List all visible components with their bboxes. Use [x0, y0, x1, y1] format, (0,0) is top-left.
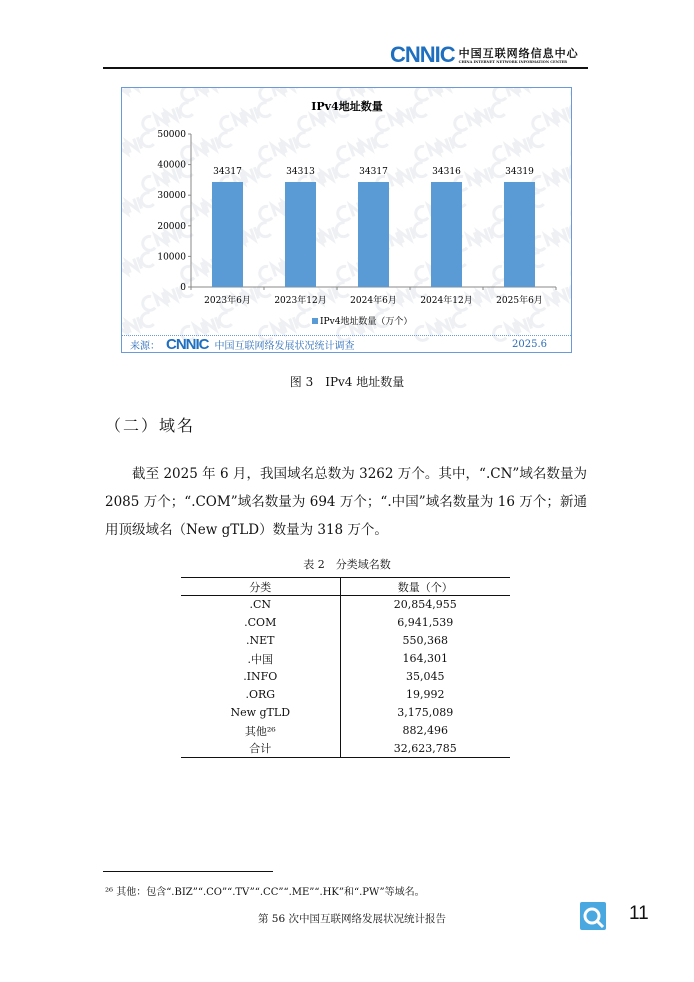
- y-tick-label: 10000: [157, 252, 186, 263]
- data-label: 34317: [213, 166, 242, 177]
- cell-count: 19,992: [406, 688, 445, 701]
- table-row: [181, 614, 510, 632]
- bar: [358, 182, 389, 287]
- header-rule: [103, 67, 588, 69]
- x-tick-label: 2025年6月: [496, 296, 543, 306]
- cell-count: 882,496: [402, 724, 448, 737]
- cell-count: 164,301: [402, 652, 448, 665]
- chart-canvas: [122, 88, 572, 335]
- section-heading: （二）域名: [105, 416, 196, 435]
- y-tick-label: 0: [180, 283, 186, 293]
- col-header: 数量（个）: [340, 578, 510, 596]
- table-row: [181, 650, 510, 668]
- cell-count: 550,368: [402, 634, 448, 647]
- figure-caption: 图 3 IPv4 地址数量: [289, 375, 405, 389]
- bar: [285, 182, 316, 287]
- table-row: [181, 632, 510, 650]
- footnote-rule: [103, 871, 273, 872]
- x-tick-label: 2023年12月: [274, 296, 327, 306]
- cell-count: 6,941,539: [397, 616, 454, 629]
- table-title: 表 2 分类域名数: [303, 558, 391, 571]
- cell-count: 35,045: [406, 670, 445, 683]
- cell-category: 合计: [181, 740, 340, 758]
- bar: [431, 182, 462, 287]
- cell-category: .ORG: [181, 686, 340, 704]
- table-row: [181, 686, 510, 704]
- bar: [504, 182, 535, 287]
- y-tick-label: 20000: [157, 221, 186, 232]
- data-label: 34313: [286, 167, 315, 178]
- cell-category: 其他²⁶: [181, 722, 340, 740]
- table-row: [181, 704, 510, 722]
- table-row: [181, 722, 510, 740]
- x-tick-label: 2024年6月: [350, 296, 397, 306]
- cell-category: .NET: [181, 632, 340, 650]
- ipv4-chart: [121, 87, 572, 353]
- chart-title: IPv4地址数量: [311, 100, 383, 113]
- cell-count: 20,854,955: [393, 598, 457, 612]
- cell-count: 3,175,089: [397, 706, 454, 719]
- x-tick-label: 2024年12月: [420, 296, 473, 306]
- table-row: [181, 668, 510, 686]
- cnnic-logo: CNNIC 中国互联网络信息中心 CHINA INTERNET NETWORK INFORMATION CENTER: [390, 42, 579, 67]
- col-header: 分类: [181, 578, 340, 596]
- data-label: 34317: [359, 166, 388, 177]
- cell-category: .INFO: [181, 668, 340, 686]
- x-tick-label: 2023年6月: [204, 296, 251, 306]
- cell-category: .中国: [181, 650, 340, 668]
- y-tick-label: 50000: [157, 130, 186, 140]
- cell-category: .CN: [181, 596, 340, 614]
- footnote: ²⁶ 其他：包含“.BIZ”“.CO”“.TV”“.CC”“.ME”“.HK”和“.PW”等域名。: [105, 887, 425, 898]
- data-label: 34316: [432, 166, 461, 177]
- domain-table: [181, 577, 510, 758]
- cell-category: New gTLD: [181, 704, 340, 722]
- table-row: [181, 740, 510, 758]
- body-paragraph: 截至 2025 年 6 月，我国域名总数为 3262 万个。其中，“.CN”域名数量为 2085 万个；“.COM”域名数量为 694 万个；“.中国”域名数量为 16 万个；新通用顶级域名（New gTLD）数量为 318 万个。: [105, 466, 587, 538]
- page-number: 11: [629, 903, 649, 924]
- bar: [212, 182, 243, 287]
- y-tick-label: 40000: [157, 160, 186, 171]
- page-footer: 第 56 次中国互联网络发展状况统计报告: [257, 913, 447, 925]
- chart-source: 来源： CNNIC 中国互联网络发展状况统计调查 2025.6: [122, 335, 571, 352]
- search-report-icon: [580, 902, 606, 930]
- data-label: 34319: [505, 166, 534, 177]
- legend-label: IPv4地址数量（万个）: [320, 317, 413, 327]
- table-row: [181, 596, 510, 614]
- y-tick-label: 30000: [157, 191, 186, 202]
- cell-count: 32,623,785: [340, 740, 510, 758]
- cell-category: .COM: [181, 614, 340, 632]
- legend-swatch: [312, 318, 318, 324]
